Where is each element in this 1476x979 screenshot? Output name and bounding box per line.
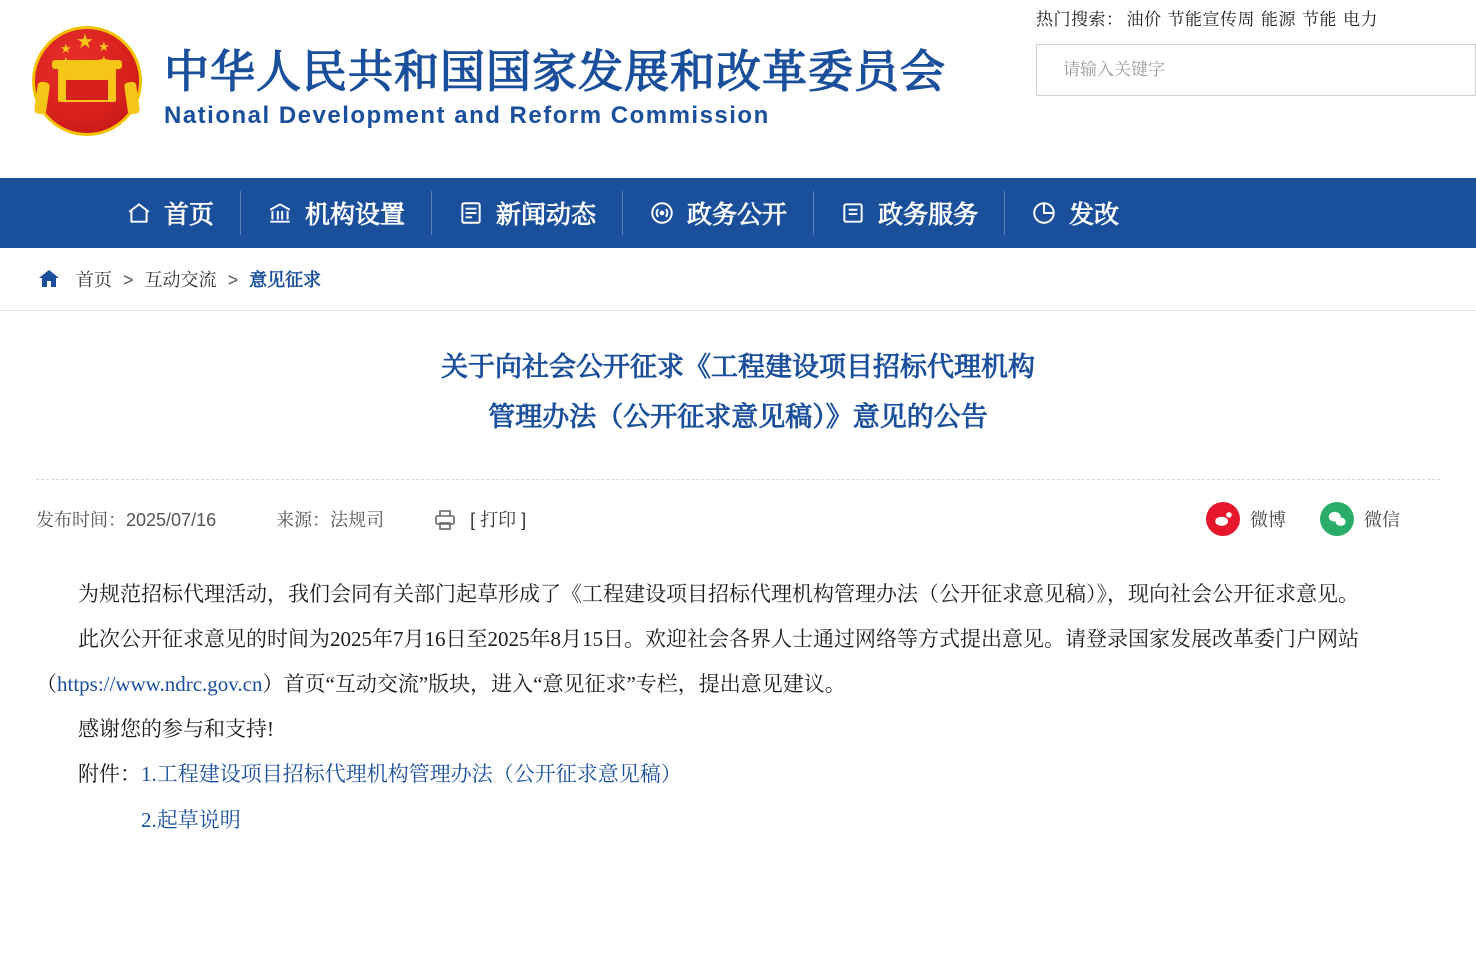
search-area xyxy=(1036,6,1476,96)
hot-search-term-1[interactable]: 节能宣传周 xyxy=(1167,10,1255,29)
home-icon xyxy=(126,200,152,226)
search-box[interactable] xyxy=(1036,44,1476,96)
site-title-cn: 中华人民共和国国家发展和改革委员会 xyxy=(164,45,947,97)
search-input[interactable] xyxy=(1037,45,1475,95)
site-header xyxy=(0,0,1476,178)
nav-item-news[interactable] xyxy=(432,191,623,235)
breadcrumb-sep-1: > xyxy=(227,270,239,290)
document-icon xyxy=(840,200,866,226)
nav-label-news: 新闻动态 xyxy=(496,201,597,229)
nav-label-fagai: 发改 xyxy=(1069,201,1120,229)
wechat-icon xyxy=(1320,502,1354,536)
hot-search-term-2[interactable]: 能源 xyxy=(1261,10,1296,29)
print-button[interactable] xyxy=(432,506,526,532)
hot-search-term-4[interactable]: 电力 xyxy=(1343,10,1378,29)
logo-area[interactable] xyxy=(0,0,946,140)
pie-icon xyxy=(1031,200,1057,226)
share-weibo[interactable] xyxy=(1206,502,1286,536)
news-icon xyxy=(458,200,484,226)
weibo-icon xyxy=(1206,502,1240,536)
site-title-en: National Development and Reform Commission xyxy=(164,102,770,130)
publish-label: 发布时间： xyxy=(36,509,126,530)
nav-label-affairs-service: 政务服务 xyxy=(878,201,979,229)
source xyxy=(276,506,384,532)
article-body xyxy=(36,558,1440,843)
share-wechat-label: 微信 xyxy=(1364,509,1400,530)
article-meta xyxy=(36,480,1440,558)
nav-label-home: 首页 xyxy=(164,201,215,229)
page-title xyxy=(36,311,1440,473)
source-value: 法规司 xyxy=(330,509,385,530)
nav-label-affairs-open: 政务公开 xyxy=(687,201,788,229)
breadcrumb-current: 意见征求 xyxy=(249,270,322,290)
paragraph-1: 为规范招标代理活动，我们会同有关部门起草形成了《工程建设项目招标代理机构管理办法（公开征求意见稿）》，现向社会公开征求意见。 xyxy=(78,581,1359,606)
share-wechat[interactable] xyxy=(1320,502,1400,536)
publish-date: 2025/07/16 xyxy=(126,509,217,530)
breadcrumb-item-0[interactable]: 首页 xyxy=(76,270,112,290)
main-nav xyxy=(0,178,1476,248)
attachment-label: 附件： xyxy=(78,762,141,787)
home-house-icon xyxy=(36,267,62,291)
print-label: [ 打印 ] xyxy=(470,509,527,530)
nav-item-organization[interactable] xyxy=(241,191,432,235)
publish-time xyxy=(36,506,216,532)
nav-item-home[interactable] xyxy=(100,191,241,235)
attachment-line-2 xyxy=(36,798,1440,843)
hot-search-term-0[interactable]: 油价 xyxy=(1126,10,1162,29)
nav-item-affairs-open[interactable] xyxy=(623,191,814,235)
breadcrumb-item-1[interactable]: 互动交流 xyxy=(144,270,217,290)
hot-search-term-3[interactable]: 节能 xyxy=(1302,10,1337,29)
source-label: 来源： xyxy=(276,509,331,530)
paragraph-3: 感谢您的参与和支持! xyxy=(78,717,274,742)
attachment-line xyxy=(36,752,1440,797)
national-emblem-icon: ★ ★ ★ xyxy=(28,22,146,140)
breadcrumb xyxy=(0,248,1476,311)
nav-item-affairs-service[interactable] xyxy=(814,191,1005,235)
breadcrumb-sep-0: > xyxy=(123,270,134,290)
broadcast-icon xyxy=(649,200,675,226)
nav-item-fagai[interactable] xyxy=(1005,191,1145,235)
bank-icon xyxy=(267,200,293,226)
hot-search-bar xyxy=(1036,6,1476,34)
site-title xyxy=(146,32,946,130)
paragraph-2-pre: 此次公开征求意见的时间为2025年7月16日至2025年8月15日。欢迎社会各界人士通过网络等方式提出意见。请登录国家发展改革委门户网站（ xyxy=(36,627,1359,697)
paragraph-2-post: ）首页“互动交流”版块，进入“意见征求”专栏，提出意见建议。 xyxy=(262,672,846,697)
attachment-link-1[interactable]: 1.工程建设项目招标代理机构管理办法（公开征求意见稿） xyxy=(141,762,682,787)
ndrc-website-link[interactable]: https://www.ndrc.gov.cn xyxy=(57,672,263,697)
hot-search-label: 热门搜索： xyxy=(1036,10,1124,29)
share-weibo-label: 微博 xyxy=(1250,509,1286,530)
page-title-line2: 管理办法（公开征求意见稿）》意见的公告 xyxy=(488,401,988,432)
attachment-link-2[interactable]: 2.起草说明 xyxy=(141,807,241,832)
breadcrumb-trail xyxy=(76,266,321,292)
nav-label-organization: 机构设置 xyxy=(305,201,406,229)
article xyxy=(0,311,1476,843)
printer-icon xyxy=(432,508,458,530)
page-title-line1: 关于向社会公开征求《工程建设项目招标代理机构 xyxy=(441,352,1035,382)
paragraph-2 xyxy=(36,617,1440,707)
share-bar xyxy=(1206,502,1400,536)
